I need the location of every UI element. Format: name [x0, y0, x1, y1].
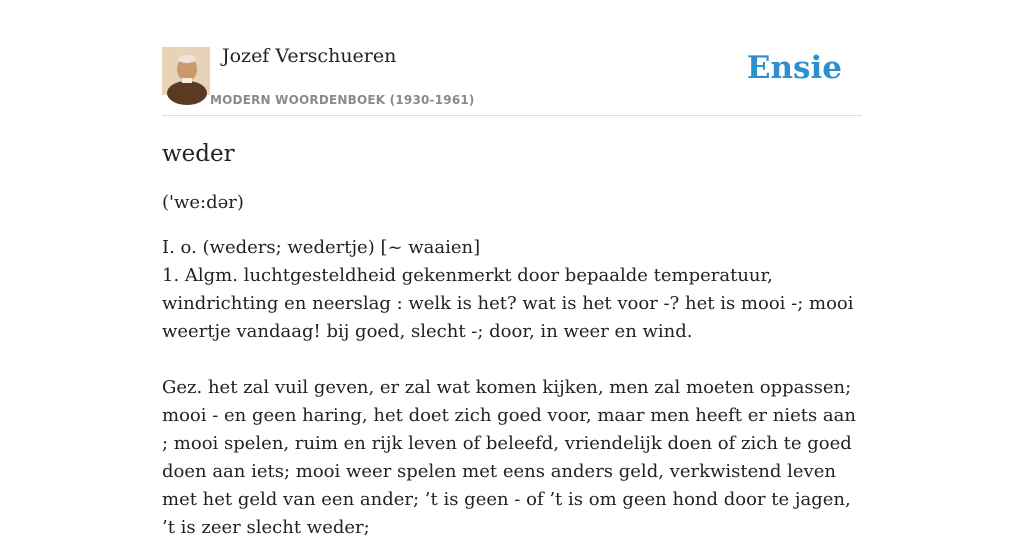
entry-pronunciation: ('we:dər)	[162, 192, 244, 213]
header	[162, 0, 862, 116]
author-name[interactable]: Jozef Verschueren	[222, 45, 397, 67]
entry-term: weder	[162, 141, 235, 167]
entry-definition: I. o. (weders; wedertje) [~ waaien] 1. Algm. luchtgesteldheid gekenmerkt door bepaalde temperatuur, windrichting en neerslag : welk is het? wat is het voor -? het is mooi -; mooi weertje vandaag! bij goed, slecht -; door, in weer en wind. Gez. het zal vuil geven, er zal wat komen kijken, men zal moeten oppassen; mooi - en geen haring, het doet zich goed voor, maar men heeft er niets aan ; mooi spelen, ruim en rijk leven of beleefd, vriendelijk doen of zich te goed doen aan iets; mooi weer spelen met eens anders geld, verkwistend leven met het geld van een ander; ’t is geen - of ’t is om geen hond door te jagen, ’t is zeer slecht weder;	[162, 237, 856, 538]
portrait-icon	[162, 47, 210, 95]
source-name[interactable]: MODERN WOORDENBOEK (1930-1961)	[210, 93, 475, 107]
author-avatar[interactable]	[162, 47, 210, 95]
brand-logo[interactable]: Ensie	[746, 50, 842, 86]
entry-content	[162, 116, 862, 542]
